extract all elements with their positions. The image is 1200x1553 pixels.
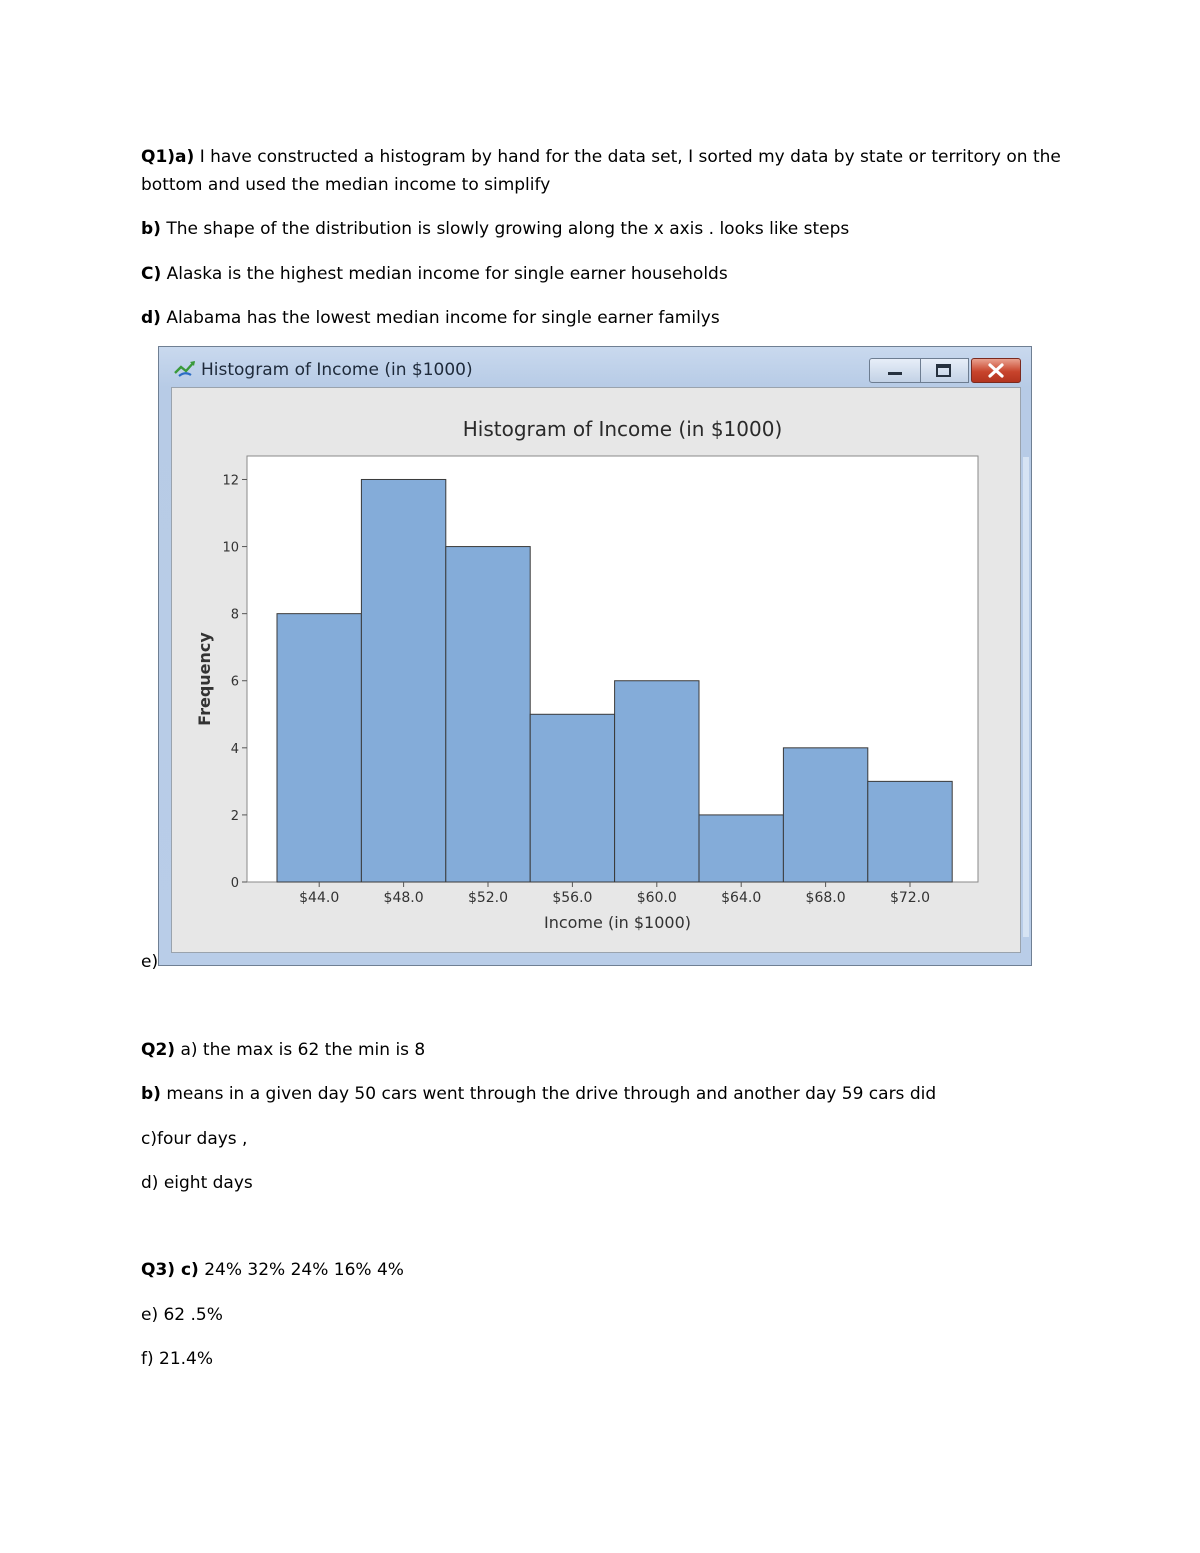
chart-title: Histogram of Income (in $1000) xyxy=(462,417,783,441)
y-tick-label: 2 xyxy=(230,808,239,824)
histogram-bar xyxy=(277,614,361,882)
histogram-bar xyxy=(868,781,952,882)
q3c-paragraph xyxy=(141,1256,1061,1284)
q2b-label: b) xyxy=(141,1084,161,1104)
q2b-paragraph xyxy=(141,1080,1061,1108)
q3e-paragraph: e) 62 .5% xyxy=(141,1305,223,1325)
histogram-bar xyxy=(699,815,783,882)
q2b-text: means in a given day 50 cars went through the drive through and another day 59 cars did xyxy=(160,1084,937,1104)
q1a-text: I have constructed a histogram by hand for the data set, I sorted my data by state or territory on the bottom and used the median income to simplify xyxy=(141,147,1061,195)
close-button[interactable] xyxy=(971,358,1021,383)
histogram-bar xyxy=(361,479,445,882)
histogram-bar xyxy=(530,714,614,882)
y-tick-label: 0 xyxy=(230,876,239,891)
window-scrollbar[interactable] xyxy=(1023,457,1029,937)
x-tick-label: $64.0 xyxy=(721,890,762,906)
x-axis-label: Income (in $1000) xyxy=(543,913,692,932)
y-tick-label: 6 xyxy=(230,674,239,690)
y-tick-label: 10 xyxy=(222,540,239,556)
q2c-paragraph: c)four days , xyxy=(141,1129,248,1149)
q2a-label: Q2) xyxy=(141,1040,176,1060)
histogram-chart xyxy=(172,388,1020,952)
q3f-paragraph: f) 21.4% xyxy=(141,1349,214,1369)
close-icon xyxy=(972,359,1020,382)
histogram-bar xyxy=(783,748,867,882)
q1c-paragraph xyxy=(141,260,1061,288)
x-tick-label: $60.0 xyxy=(636,890,677,906)
minimize-icon xyxy=(870,359,920,382)
minimize-button[interactable] xyxy=(869,358,921,383)
q1d-paragraph xyxy=(141,304,1061,332)
window-titlebar[interactable] xyxy=(159,347,1031,389)
q3c-label: Q3) c) xyxy=(141,1260,199,1280)
q1c-label: C) xyxy=(141,264,162,284)
y-tick-label: 8 xyxy=(230,607,239,623)
q1e-label: e) xyxy=(141,952,159,972)
x-tick-label: $68.0 xyxy=(805,890,846,906)
q2a-text: a) the max is 62 the min is 8 xyxy=(175,1040,426,1060)
q1a-label: Q1)a) xyxy=(141,147,195,167)
histogram-bar xyxy=(615,681,699,882)
y-tick-label: 4 xyxy=(230,741,239,757)
q1d-label: d) xyxy=(141,308,161,328)
x-tick-label: $44.0 xyxy=(299,890,340,906)
x-tick-label: $56.0 xyxy=(552,890,593,906)
q1d-text: Alabama has the lowest median income for single earner familys xyxy=(160,308,720,328)
q1b-paragraph xyxy=(141,215,1061,243)
q1c-text: Alaska is the highest median income for single earner households xyxy=(161,264,728,284)
x-tick-label: $52.0 xyxy=(467,890,509,906)
y-tick-label: 12 xyxy=(222,473,239,489)
histogram-window xyxy=(158,346,1032,966)
q2a-paragraph xyxy=(141,1036,1061,1064)
q1b-text: The shape of the distribution is slowly growing along the x axis . looks like steps xyxy=(160,219,850,239)
minitab-graph-icon xyxy=(173,359,197,379)
x-tick-label: $72.0 xyxy=(889,890,931,906)
histogram-bar xyxy=(446,547,530,882)
q1a-paragraph xyxy=(141,143,1061,199)
window-title: Histogram of Income (in $1000) xyxy=(201,360,473,380)
y-axis-label: Frequency xyxy=(195,632,214,726)
graph-client-area xyxy=(171,387,1021,953)
x-tick-label: $48.0 xyxy=(383,890,424,906)
maximize-button[interactable] xyxy=(921,358,969,383)
q1b-label: b) xyxy=(141,219,161,239)
maximize-icon xyxy=(921,359,967,382)
q2d-paragraph: d) eight days xyxy=(141,1173,253,1193)
q3c-text: 24% 32% 24% 16% 4% xyxy=(198,1260,404,1280)
